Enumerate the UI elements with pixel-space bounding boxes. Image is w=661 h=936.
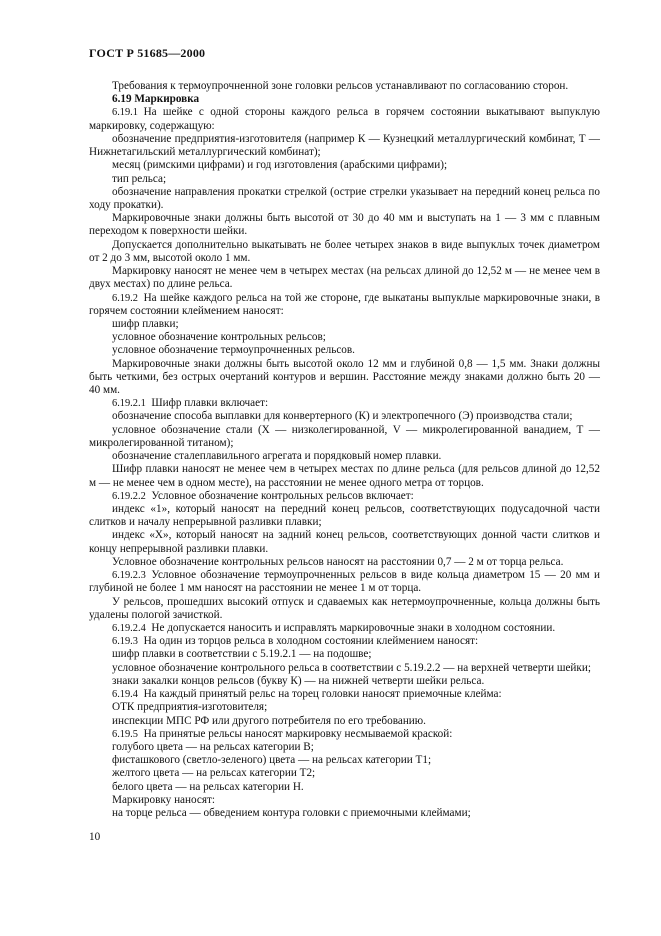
paragraph — [89, 767, 600, 780]
paragraph — [89, 794, 600, 807]
paragraph-text: обозначение сталеплавильного агрегата и порядковый номер плавки. — [112, 450, 442, 463]
paragraph-text: индекс «Х», который наносят на задний конец рельсов, соответствующих донной части слитков и концу непрерывной разливки плавки. — [89, 529, 600, 555]
paragraph — [89, 741, 600, 754]
paragraph-text: условное обозначение стали (Х — низколегированной, V — микролегированной ванадием, Т — микролегированной титаном); — [89, 423, 600, 449]
page-number: 10 — [89, 831, 101, 843]
paragraph-text: условное обозначение термоупрочненных рельсов. — [112, 344, 355, 357]
paragraph — [89, 397, 600, 410]
paragraph-text: месяц (римскими цифрами) и год изготовления (арабскими цифрами); — [112, 159, 448, 172]
paragraph-text: инспекции МПС РФ или другого потребителя по его требованию. — [112, 714, 426, 727]
paragraph — [89, 662, 600, 675]
paragraph-text: индекс «1», который наносят на передний конец рельсов, соответствующих подусадочной части слитков и началу непрерывной разливки плавки; — [89, 503, 600, 529]
paragraph-text: условное обозначение контрольного рельса в соответствии с 5.19.2.2 — на верхней четверти шейки; — [112, 661, 591, 674]
section-number: 6.19.3 — [112, 636, 138, 648]
paragraph — [89, 648, 600, 661]
paragraph — [89, 358, 600, 398]
paragraph-text: фисташкового (светло-зеленого) цвета — на рельсах категории Т1; — [112, 754, 432, 767]
paragraph — [89, 239, 600, 265]
paragraph-text: Условное обозначение термоупрочненных рельсов в виде кольца диаметром 15 — 20 мм и глубиной не более 1 мм наносят на расстоянии не менее 1 м от торца. — [89, 569, 600, 595]
paragraph — [89, 688, 600, 701]
paragraph — [89, 318, 600, 331]
paragraph — [89, 715, 600, 728]
document-body — [89, 80, 600, 820]
paragraph — [89, 80, 600, 93]
paragraph-text: Маркировочные знаки должны быть высотой от 30 до 40 мм и выступать на 1 — 3 мм с плавным переходом к поверхности шейки. — [89, 212, 600, 238]
paragraph-text: обозначение предприятия-изготовителя (например К — Кузнецкий металлургический комбинат, Т — Нижнетагильский металлургический комбинат); — [89, 132, 600, 159]
section-number: 6.19.2.3 — [112, 570, 146, 582]
paragraph-text: На шейке с одной стороны каждого рельса в горячем состоянии выкатывают выпуклую маркировку, содержащую: — [89, 106, 600, 132]
paragraph — [89, 675, 600, 688]
paragraph — [89, 728, 600, 741]
paragraph-text: На принятые рельсы наносят маркировку несмываемой краской: — [143, 727, 453, 740]
paragraph — [89, 186, 600, 212]
paragraph-text: На один из торцов рельса в холодном состоянии клеймением наносят: — [143, 635, 479, 648]
paragraph-text: Маркировку наносят: — [112, 793, 215, 806]
paragraph-text: Маркировку наносят не менее чем в четырех местах (на рельсах длиной до 12,52 м — не менее чем в двух местах) по длине рельса. — [89, 265, 600, 291]
paragraph — [89, 424, 600, 450]
paragraph — [89, 635, 600, 648]
paragraph-text: желтого цвета — на рельсах категории Т2; — [112, 767, 316, 780]
paragraph-text: У рельсов, прошедших высокий отпуск и сдаваемых как нетермоупрочненные, кольца должны быть удалены пологой зачисткой. — [89, 595, 600, 621]
paragraph — [89, 292, 600, 318]
section-number: 6.19.1 — [112, 107, 138, 119]
paragraph-text: Требования к термоупрочненной зоне головки рельсов устанавливают по согласованию сторон. — [112, 80, 569, 92]
section-heading — [89, 93, 600, 106]
paragraph — [89, 133, 600, 159]
paragraph — [89, 569, 600, 595]
paragraph — [89, 106, 600, 132]
section-number: 6.19.2 — [112, 292, 138, 304]
paragraph-text: шифр плавки; — [112, 317, 179, 330]
paragraph-text: На шейке каждого рельса на той же стороне, где выкатаны выпуклые маркировочные знаки, в горячем состоянии клеймением наносят: — [89, 291, 600, 317]
paragraph-text: Шифр плавки наносят не менее чем в четырех местах по длине рельса (для рельсов длиной до 12,52 м — не менее чем в одном месте), на расстоянии не менее одного метра от торцов. — [89, 463, 600, 489]
paragraph-text: голубого цвета — на рельсах категории В; — [112, 740, 314, 753]
paragraph — [89, 622, 600, 635]
paragraph-text: На каждый принятый рельс на торец головки наносят приемочные клейма: — [143, 688, 502, 701]
paragraph — [89, 410, 600, 423]
paragraph — [89, 331, 600, 344]
paragraph — [89, 781, 600, 794]
section-number: 6.19.4 — [112, 689, 138, 701]
paragraph-text: Условное обозначение контрольных рельсов включает: — [151, 489, 414, 502]
section-number: 6.19.2.1 — [112, 398, 146, 410]
paragraph — [89, 807, 600, 820]
paragraph — [89, 701, 600, 714]
paragraph — [89, 463, 600, 489]
paragraph-text: Не допускается наносить и исправлять маркировочные знаки в холодном состоянии. — [151, 621, 556, 634]
paragraph-text: знаки закалки концов рельсов (букву К) — на нижней четверти шейки рельса. — [112, 674, 485, 687]
paragraph-text: 6.19 Маркировка — [112, 93, 200, 106]
paragraph-text: Маркировочные знаки должны быть высотой около 12 мм и глубиной 0,8 — 1,5 мм. Знаки должны быть четкими, без острых очертаний контуров и вершин. Расстояние между знаками должно быть 20 — 40 мм. — [89, 357, 600, 397]
section-number: 6.19.5 — [112, 728, 138, 740]
section-number: 6.19.2.2 — [112, 490, 146, 502]
paragraph-text: Условное обозначение контрольных рельсов наносят на расстоянии 0,7 — 2 м от торца рельса. — [112, 555, 564, 568]
paragraph-text: тип рельса; — [112, 172, 167, 185]
section-number: 6.19.2.4 — [112, 622, 146, 634]
paragraph — [89, 490, 600, 503]
paragraph — [89, 212, 600, 238]
paragraph — [89, 159, 600, 172]
paragraph — [89, 754, 600, 767]
paragraph-text: условное обозначение контрольных рельсов; — [112, 331, 326, 344]
paragraph-text: обозначение направления прокатки стрелкой (острие стрелки указывает на передний конец рельса по ходу прокатки). — [89, 185, 600, 211]
paragraph — [89, 265, 600, 291]
paragraph-text: Допускается дополнительно выкатывать не более четырех знаков в виде выпуклых точек диаметром от 2 до 3 мм, высотой около 1 мм. — [89, 238, 600, 264]
paragraph — [89, 344, 600, 357]
paragraph — [89, 596, 600, 622]
paragraph-text: шифр плавки в соответствии с 5.19.2.1 — на подошве; — [112, 648, 372, 661]
paragraph — [89, 450, 600, 463]
paragraph-text: на торце рельса — обведением контура головки с приемочными клеймами; — [112, 807, 471, 820]
paragraph-text: Шифр плавки включает: — [151, 397, 269, 410]
paragraph — [89, 503, 600, 529]
document-header: ГОСТ Р 51685—2000 — [89, 46, 206, 60]
paragraph-text: обозначение способа выплавки для конвертерного (К) и электропечного (Э) производства стали; — [112, 410, 573, 423]
paragraph-text: белого цвета — на рельсах категории Н. — [112, 780, 304, 793]
paragraph — [89, 556, 600, 569]
paragraph — [89, 173, 600, 186]
paragraph-text: ОТК предприятия-изготовителя; — [112, 701, 268, 714]
paragraph — [89, 529, 600, 555]
